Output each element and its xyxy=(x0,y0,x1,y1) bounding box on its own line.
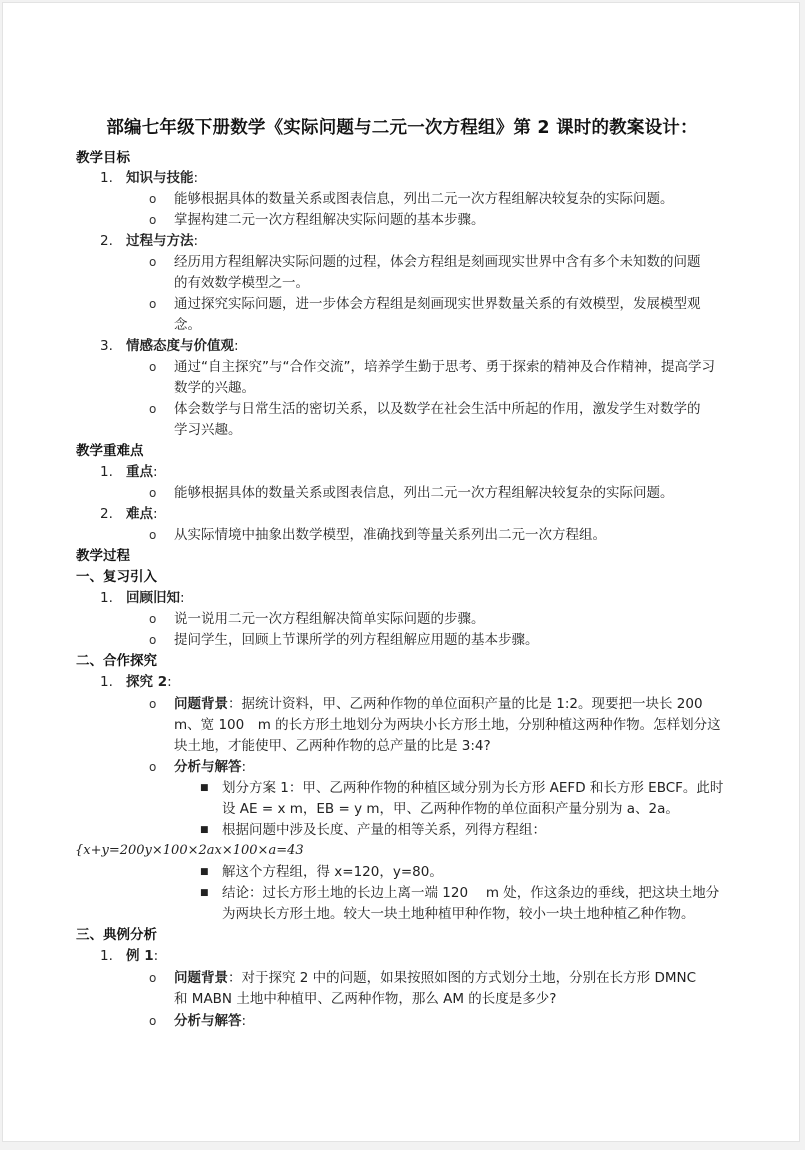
list-item: 能够根据具体的数量关系或图表信息，列出二元一次方程组解决较复杂的实际问题。 xyxy=(174,485,674,501)
solution-line: 解这个方程组，得 x=120，y=80。 xyxy=(222,864,443,880)
subsection-heading-examples: 三、典例分析 xyxy=(76,927,157,943)
circle-bullet: o xyxy=(149,360,157,374)
example-background-line: 问题背景：对于探究 2 中的问题，如果按照如图的方式划分土地，分别在长方形 DMNC xyxy=(174,970,697,986)
plan-line: 划分方案 1：甲、乙两种作物的种植区域分别为长方形 AEFD 和长方形 EBCF。此时 xyxy=(222,780,724,796)
section-heading-objectives: 教学目标 xyxy=(76,150,130,166)
circle-bullet: o xyxy=(149,402,157,416)
subheading-key-point: 重点: xyxy=(126,464,158,480)
circle-bullet: o xyxy=(149,760,157,774)
list-item-line: 体会数学与日常生活的密切关系，以及数学在社会生活中所起的作用，激发学生对数学的 xyxy=(174,401,701,417)
list-number: 2. xyxy=(100,233,113,249)
list-item-line: 通过“自主探究”与“合作交流”，培养学生勤于思考、勇于探索的精神及合作精神，提高学习 xyxy=(174,359,715,375)
circle-bullet: o xyxy=(149,528,157,542)
list-item: 说一说用二元一次方程组解决简单实际问题的步骤。 xyxy=(174,611,485,627)
list-number: 2. xyxy=(100,506,113,522)
document-page xyxy=(2,2,800,1142)
circle-bullet: o xyxy=(149,633,157,647)
subheading-knowledge: 知识与技能: xyxy=(126,170,199,186)
subheading-difficult-point: 难点: xyxy=(126,506,158,522)
subheading-example-1: 例 1: xyxy=(126,948,159,964)
subsection-heading-review: 一、复习引入 xyxy=(76,569,157,585)
list-item-line: 的有效数学模型之一。 xyxy=(174,275,309,291)
circle-bullet: o xyxy=(149,1014,157,1028)
circle-bullet: o xyxy=(149,255,157,269)
list-item-line: 数学的兴趣。 xyxy=(174,380,255,396)
square-bullet: ■ xyxy=(200,783,209,793)
subheading-review: 回顾旧知: xyxy=(126,590,185,606)
list-number: 1. xyxy=(100,674,113,690)
analysis-heading: 分析与解答: xyxy=(174,1013,247,1029)
list-item: 掌握构建二元一次方程组解决实际问题的基本步骤。 xyxy=(174,212,485,228)
list-item: 从实际情境中抽象出数学模型，准确找到等量关系列出二元一次方程组。 xyxy=(174,527,606,543)
circle-bullet: o xyxy=(149,213,157,227)
conclusion-line: 结论：过长方形土地的长边上离一端 120 m 处，作这条边的垂线，把这块土地分 xyxy=(222,885,720,901)
list-number: 3. xyxy=(100,338,113,354)
list-item: 提问学生，回顾上节课所学的列方程组解应用题的基本步骤。 xyxy=(174,632,539,648)
square-bullet: ■ xyxy=(200,867,209,877)
problem-background-line: 问题背景：据统计资料，甲、乙两种作物的单位面积产量的比是 1:2。现要把一块长 200 xyxy=(174,696,703,712)
square-bullet: ■ xyxy=(200,888,209,898)
conclusion-line: 为两块长方形土地。较大一块土地种植甲种作物，较小一块土地种植乙种作物。 xyxy=(222,906,695,922)
list-number: 1. xyxy=(100,170,113,186)
subheading-explore-2: 探究 2: xyxy=(126,674,172,690)
list-number: 1. xyxy=(100,948,113,964)
section-heading-keypoints: 教学重难点 xyxy=(76,443,144,459)
problem-background-line: 块土地，才能使甲、乙两种作物的总产量的比是 3:4? xyxy=(174,738,491,754)
circle-bullet: o xyxy=(149,971,157,985)
subsection-heading-explore: 二、合作探究 xyxy=(76,653,157,669)
problem-background-line: m、宽 100 m 的长方形土地划分为两块小长方形土地，分别种植这两种作物。怎样划分这 xyxy=(174,717,721,733)
section-heading-process: 教学过程 xyxy=(76,548,130,564)
circle-bullet: o xyxy=(149,486,157,500)
subheading-process-method: 过程与方法: xyxy=(126,233,199,249)
list-number: 1. xyxy=(100,590,113,606)
circle-bullet: o xyxy=(149,297,157,311)
plan-line: 设 AE = x m，EB = y m，甲、乙两种作物的单位面积产量分别为 a、2a。 xyxy=(222,801,679,817)
subheading-attitude: 情感态度与价值观: xyxy=(126,338,239,354)
relation-line: 根据问题中涉及长度、产量的相等关系，列得方程组： xyxy=(222,822,546,838)
square-bullet: ■ xyxy=(200,825,209,835)
list-item-line: 通过探究实际问题，进一步体会方程组是刻画现实世界数量关系的有效模型，发展模型观 xyxy=(174,296,701,312)
page-title: 部编七年级下册数学《实际问题与二元一次方程组》第 2 课时的教案设计： xyxy=(106,118,698,138)
circle-bullet: o xyxy=(149,192,157,206)
circle-bullet: o xyxy=(149,612,157,626)
list-item-line: 念。 xyxy=(174,317,201,333)
example-background-line: 和 MABN 土地中种植甲、乙两种作物，那么 AM 的长度是多少? xyxy=(174,991,557,1007)
list-item-line: 经历用方程组解决实际问题的过程，体会方程组是刻画现实世界中含有多个未知数的问题 xyxy=(174,254,701,270)
analysis-heading: 分析与解答: xyxy=(174,759,247,775)
list-number: 1. xyxy=(100,464,113,480)
list-item-line: 学习兴趣。 xyxy=(174,422,242,438)
equation-system: {x+y=200y×100×2ax×100×a=43 xyxy=(75,843,304,858)
list-item: 能够根据具体的数量关系或图表信息，列出二元一次方程组解决较复杂的实际问题。 xyxy=(174,191,674,207)
circle-bullet: o xyxy=(149,697,157,711)
